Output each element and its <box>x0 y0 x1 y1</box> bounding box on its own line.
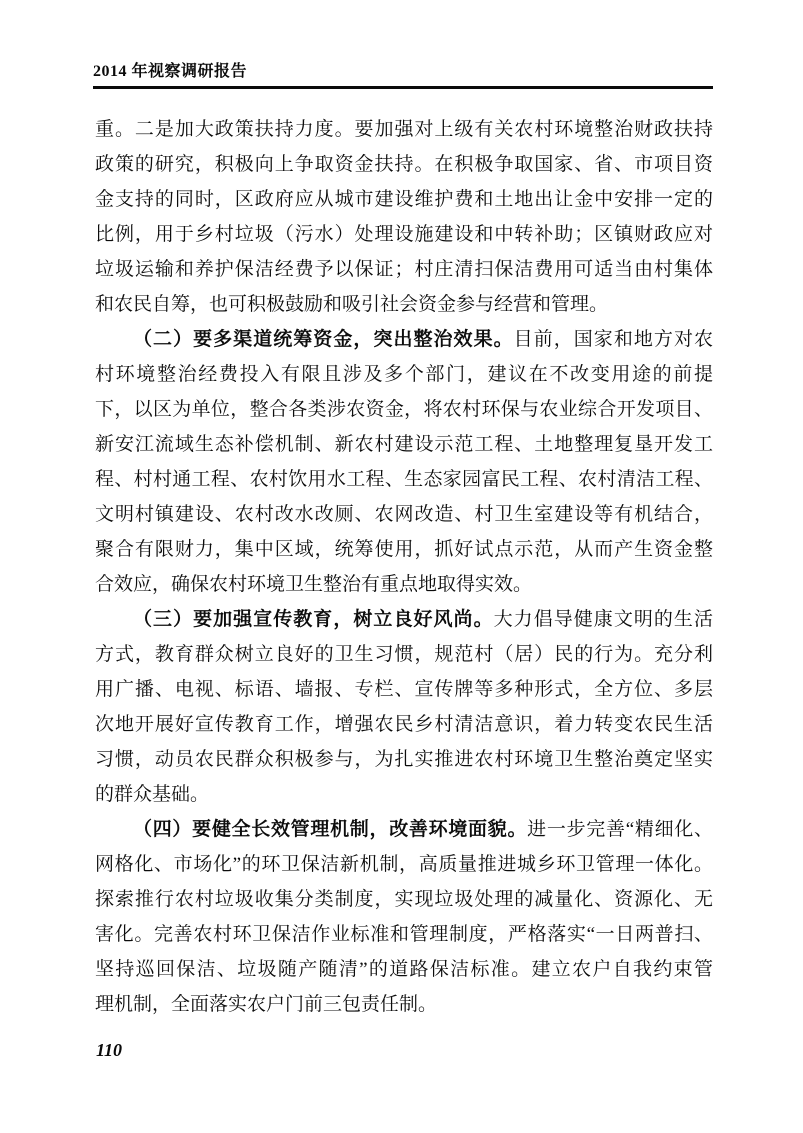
line-text: 网格化、市场化”的环卫保洁新机制，高质量推进城乡环卫管理一体化。 <box>95 854 713 875</box>
text-line <box>95 742 713 777</box>
line-text: 进一步完善“精细化、 <box>527 819 713 840</box>
section-heading-bold: （二）要多渠道统筹资金，突出整治效果。 <box>133 329 514 350</box>
line-text: 次地开展好宣传教育工作，增强农民乡村清洁意识，着力转变农民生活 <box>95 714 713 735</box>
text-line <box>95 637 713 672</box>
text-line <box>95 182 713 217</box>
line-text: 金支持的同时，区政府应从城市建设维护费和土地出让金中安排一定的 <box>95 189 713 210</box>
line-text: 聚合有限财力，集中区域，统筹使用，抓好试点示范，从而产生资金整 <box>95 539 713 560</box>
line-text: 合效应，确保农村环境卫生整治有重点地取得实效。 <box>95 574 533 595</box>
document-body <box>95 112 713 1022</box>
text-line <box>95 952 713 987</box>
section-heading-line <box>95 602 713 637</box>
text-line <box>95 427 713 462</box>
line-text: 垃圾运输和养护保洁经费予以保证；村庄清扫保洁费用可适当由村集体 <box>95 259 713 280</box>
line-text: 方式，教育群众树立良好的卫生习惯，规范村（居）民的行为。充分利 <box>95 644 713 665</box>
text-line <box>95 252 713 287</box>
section-heading-line <box>95 322 713 357</box>
line-text: 目前，国家和地方对农 <box>513 329 713 350</box>
line-text: 村环境整治经费投入有限且涉及多个部门，建议在不改变用途的前提 <box>95 364 713 385</box>
section-heading-bold: （四）要健全长效管理机制，改善环境面貌。 <box>133 819 528 840</box>
text-line <box>95 987 713 1022</box>
text-line <box>95 707 713 742</box>
text-line <box>95 917 713 952</box>
page-header <box>93 62 713 89</box>
text-line <box>95 567 713 602</box>
line-text: 大力倡导健康文明的生活 <box>493 609 713 630</box>
text-line <box>95 112 713 147</box>
line-text: 探索推行农村垃圾收集分类制度，实现垃圾处理的减量化、资源化、无 <box>95 889 713 910</box>
text-line <box>95 147 713 182</box>
line-text: 习惯，动员农民群众积极参与，为扎实推进农村环境卫生整治奠定坚实 <box>95 749 713 770</box>
line-text: 程、村村通工程、农村饮用水工程、生态家园富民工程、农村清洁工程、 <box>95 469 713 490</box>
page-number: 110 <box>96 1040 123 1060</box>
text-line <box>95 462 713 497</box>
text-line <box>95 287 713 322</box>
line-text: 用广播、电视、标语、墙报、专栏、宣传牌等多种形式，全方位、多层 <box>95 679 713 700</box>
text-line <box>95 777 713 812</box>
line-text: 文明村镇建设、农村改水改厕、农网改造、村卫生室建设等有机结合， <box>95 504 713 525</box>
line-text: 下，以区为单位，整合各类涉农资金，将农村环保与农业综合开发项目、 <box>95 399 713 420</box>
line-text: 重。二是加大政策扶持力度。要加强对上级有关农村环境整治财政扶持 <box>95 119 713 140</box>
text-line <box>95 847 713 882</box>
text-line <box>95 882 713 917</box>
text-line <box>95 672 713 707</box>
text-line <box>95 217 713 252</box>
text-line <box>95 392 713 427</box>
line-text: 比例，用于乡村垃圾（污水）处理设施建设和中转补助；区镇财政应对 <box>95 224 713 245</box>
line-text: 坚持巡回保洁、垃圾随产随清”的道路保洁标准。建立农户自我约束管 <box>95 959 713 980</box>
section-heading-bold: （三）要加强宣传教育，树立良好风尚。 <box>133 609 494 630</box>
line-text: 害化。完善农村环卫保洁作业标准和管理制度，严格落实“一日两普扫、 <box>95 924 713 945</box>
line-text: 和农民自筹，也可积极鼓励和吸引社会资金参与经营和管理。 <box>95 294 609 315</box>
section-heading-line <box>95 812 713 847</box>
line-text: 理机制，全面落实农户门前三包责任制。 <box>95 994 438 1015</box>
line-text: 新安江流域生态补偿机制、新农村建设示范工程、土地整理复垦开发工 <box>95 434 713 455</box>
text-line <box>95 532 713 567</box>
text-line <box>95 497 713 532</box>
line-text: 政策的研究，积极向上争取资金扶持。在积极争取国家、省、市项目资 <box>95 154 713 175</box>
header-title: 2014 年视察调研报告 <box>93 63 248 80</box>
line-text: 的群众基础。 <box>95 784 210 805</box>
text-line <box>95 357 713 392</box>
